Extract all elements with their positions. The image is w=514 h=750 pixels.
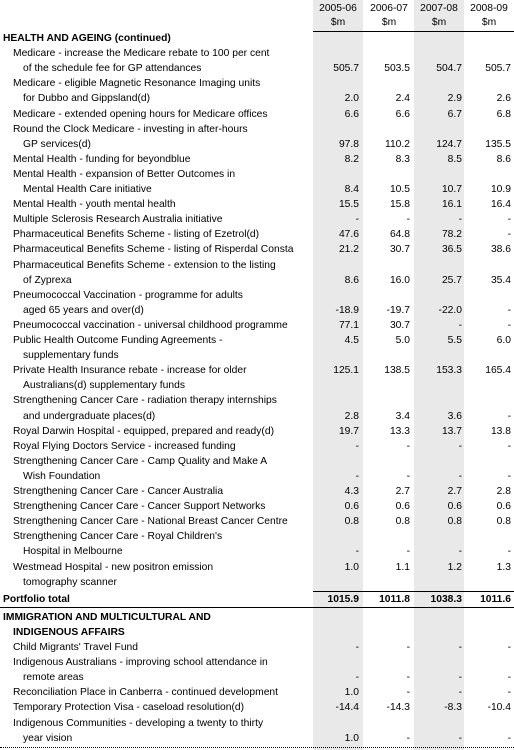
- table-row: [0, 454, 514, 469]
- row-label: and undergraduate places(d): [23, 410, 156, 422]
- row-label: Private Health Insurance rebate - increase for older: [13, 365, 247, 377]
- table-row-continuation: [0, 469, 514, 484]
- table-row-continuation: [0, 731, 514, 746]
- row-label: Medicare - extended opening hours for Medicare offices: [13, 108, 268, 120]
- unit-header: $m: [330, 17, 346, 28]
- row-value: 0.6: [496, 501, 511, 513]
- row-label: aged 65 years and over(d): [23, 304, 144, 316]
- row-value: 8.6: [496, 153, 511, 165]
- row-label: Mental Health - funding for beyondblue: [13, 153, 191, 165]
- row-value: 19.7: [338, 425, 359, 437]
- table-row: [0, 242, 514, 257]
- row-value: 13.8: [490, 425, 511, 437]
- row-value: 2.4: [395, 93, 410, 105]
- row-value: -: [406, 642, 410, 653]
- row-value: -22.0: [438, 304, 462, 316]
- table-row: [0, 258, 514, 273]
- row-value: -: [406, 687, 410, 699]
- table-row: [0, 212, 514, 227]
- row-value: 36.5: [441, 244, 462, 256]
- row-value: -18.9: [335, 304, 359, 316]
- row-label: Pharmaceutical Benefits Scheme - listing of Ezetrol(d): [13, 229, 260, 241]
- row-value: 153.3: [436, 365, 462, 377]
- row-value: 1.2: [447, 561, 462, 573]
- row-value: -: [355, 546, 359, 558]
- row-value: 15.5: [338, 199, 359, 211]
- row-value: 16.1: [441, 199, 462, 211]
- row-label: Strengthening Cancer Care - Royal Children's: [13, 531, 223, 543]
- row-label: Strengthening Cancer Care - Camp Quality and Make A: [13, 455, 268, 467]
- row-value: -: [507, 642, 511, 653]
- row-value: 8.6: [344, 274, 359, 286]
- row-value: -: [355, 642, 359, 653]
- row-value: 2.8: [496, 486, 511, 497]
- row-value: 30.7: [389, 319, 410, 331]
- table-row-continuation: [0, 61, 514, 76]
- table-row: [0, 439, 514, 454]
- row-label: Strengthening Cancer Care - radiation therapy internships: [13, 395, 277, 407]
- row-label: GP services(d): [23, 138, 91, 150]
- table-row-continuation: [0, 670, 514, 685]
- row-label: remote areas: [23, 672, 84, 684]
- row-value: 47.6: [338, 229, 359, 241]
- table-row: [0, 640, 514, 655]
- table-row: [0, 197, 514, 212]
- bottom-rule: [0, 747, 514, 748]
- section-title: [0, 610, 514, 625]
- row-value: -: [458, 319, 462, 331]
- row-value: 10.9: [490, 184, 511, 195]
- row-value: 0.8: [344, 516, 359, 528]
- row-value: -: [406, 470, 410, 482]
- row-label: Reconciliation Place in Canberra - continued development: [13, 687, 279, 699]
- total-row: [0, 592, 514, 607]
- row-value: 30.7: [389, 244, 410, 256]
- total-value: 1015.9: [327, 593, 359, 605]
- row-value: -: [406, 546, 410, 558]
- row-value: -: [458, 642, 462, 653]
- row-value: -: [507, 319, 511, 331]
- row-value: 8.2: [344, 153, 359, 165]
- row-value: -19.7: [386, 304, 410, 316]
- row-label: Strengthening Cancer Care - National Breast Cancer Centre: [13, 516, 288, 528]
- table-row: [0, 716, 514, 731]
- table-row: [0, 529, 514, 544]
- table-row: [0, 700, 514, 715]
- row-value: 2.0: [344, 93, 359, 105]
- row-value: 16.0: [389, 274, 410, 286]
- row-label: of Zyprexa: [23, 274, 72, 286]
- unit-header: $m: [431, 17, 447, 28]
- row-value: 165.4: [485, 365, 511, 377]
- row-value: -: [507, 440, 511, 452]
- row-value: -: [406, 440, 410, 452]
- row-value: -: [507, 229, 511, 241]
- row-value: 124.7: [436, 138, 462, 150]
- row-label: Round the Clock Medicare - investing in after-hours: [13, 123, 248, 135]
- row-value: 8.4: [344, 184, 359, 195]
- table-row-continuation: [0, 409, 514, 424]
- row-value: -: [458, 687, 462, 699]
- row-value: 503.5: [384, 63, 410, 75]
- row-value: -: [406, 672, 410, 684]
- row-value: 8.5: [447, 153, 462, 165]
- row-value: -: [458, 470, 462, 482]
- row-label: Pneumococcal Vaccination - programme for adults: [13, 289, 243, 301]
- total-value: 1011.6: [480, 593, 511, 605]
- table-row: [0, 363, 514, 378]
- row-value: -8.3: [444, 702, 462, 714]
- table-row-continuation: [0, 348, 514, 363]
- row-label: Royal Flying Doctors Service - increased funding: [13, 440, 236, 452]
- row-value: -: [507, 687, 511, 699]
- row-value: 1.0: [344, 561, 359, 573]
- table-row: [0, 227, 514, 242]
- row-value: 6.0: [496, 335, 511, 346]
- table-row: [0, 167, 514, 182]
- row-value: 3.6: [447, 410, 462, 422]
- row-label: Strengthening Cancer Care - Cancer Australia: [13, 486, 224, 497]
- row-label: Pharmaceutical Benefits Scheme - listing of Risperdal Consta: [13, 244, 294, 256]
- row-value: 8.3: [395, 153, 410, 165]
- row-value: 505.7: [485, 63, 511, 75]
- table-row: [0, 333, 514, 348]
- row-value: 1.0: [344, 732, 359, 744]
- table-row-continuation: [0, 544, 514, 559]
- row-value: 0.8: [447, 516, 462, 528]
- section-title: [0, 31, 514, 46]
- row-value: 16.4: [490, 199, 511, 211]
- section-title: [0, 625, 514, 640]
- table-row-continuation: [0, 273, 514, 288]
- row-value: 10.5: [389, 184, 410, 195]
- row-label: Hospital in Melbourne: [23, 546, 123, 558]
- row-label: Royal Darwin Hospital - equipped, prepared and ready(d): [13, 425, 274, 437]
- unit-header: $m: [481, 17, 497, 28]
- row-value: 13.7: [441, 425, 462, 437]
- row-value: 135.5: [485, 138, 511, 150]
- row-value: 1.3: [496, 561, 511, 573]
- row-value: 6.7: [447, 108, 462, 120]
- row-value: 0.6: [344, 501, 359, 513]
- row-label: Child Migrants' Travel Fund: [13, 642, 139, 653]
- row-label: Public Health Outcome Funding Agreements -: [13, 335, 223, 346]
- row-value: -: [458, 214, 462, 226]
- row-value: 0.8: [395, 516, 410, 528]
- row-value: 78.2: [441, 229, 462, 241]
- row-value: 2.7: [447, 486, 462, 497]
- table-row: [0, 318, 514, 333]
- row-value: 5.0: [395, 335, 410, 346]
- row-value: -: [507, 214, 511, 226]
- table-row: [0, 152, 514, 167]
- table-row-continuation: [0, 378, 514, 393]
- row-value: 504.7: [436, 63, 462, 75]
- row-value: 38.6: [490, 244, 511, 256]
- row-value: 2.8: [344, 410, 359, 422]
- table-row-continuation: [0, 303, 514, 318]
- row-value: -: [507, 304, 511, 316]
- row-label: Wish Foundation: [23, 470, 101, 482]
- row-value: -: [458, 546, 462, 558]
- row-value: 5.5: [447, 335, 462, 346]
- unit-header: $m: [381, 17, 397, 28]
- row-value: -: [458, 672, 462, 684]
- row-value: 77.1: [338, 319, 359, 331]
- row-label: supplementary funds: [23, 350, 119, 362]
- row-value: 4.3: [344, 486, 359, 497]
- row-value: 0.8: [496, 516, 511, 528]
- table-row: [0, 107, 514, 122]
- row-label: Pneumococcal vaccination - universal childhood programme: [13, 319, 288, 331]
- table-row: [0, 46, 514, 61]
- row-value: -: [355, 214, 359, 226]
- row-value: -: [507, 732, 511, 744]
- row-value: 1.0: [344, 687, 359, 699]
- row-value: -14.3: [386, 702, 410, 714]
- row-value: 0.6: [447, 501, 462, 513]
- row-value: 35.4: [490, 274, 511, 286]
- total-value: 1011.8: [379, 593, 410, 605]
- row-value: 6.8: [496, 108, 511, 120]
- row-value: -: [507, 672, 511, 684]
- row-label: Medicare - eligible Magnetic Resonance Imaging units: [13, 78, 261, 90]
- row-label: Indigenous Australians - improving school attendance in: [13, 657, 268, 669]
- row-value: 25.7: [441, 274, 462, 286]
- section-title-text: IMMIGRATION AND MULTICULTURAL AND: [3, 611, 211, 623]
- row-label: Mental Health - expansion of Better Outcomes in: [13, 168, 236, 180]
- row-value: -: [406, 732, 410, 744]
- section-title-text: HEALTH AND AGEING (continued): [3, 33, 171, 44]
- row-label: Medicare - increase the Medicare rebate to 100 per cent: [13, 48, 270, 60]
- year-header-2008-09: 2008-09: [470, 3, 508, 14]
- row-value: 4.5: [344, 335, 359, 346]
- table-row: [0, 499, 514, 514]
- row-label: tomography scanner: [23, 576, 117, 588]
- year-header-2005-06: 2005-06: [319, 3, 357, 14]
- total-value: 1038.3: [430, 593, 462, 605]
- row-label: Australians(d) supplementary funds: [23, 380, 185, 392]
- table-row: [0, 288, 514, 303]
- table-row-continuation: [0, 575, 514, 590]
- row-value: 97.8: [338, 138, 359, 150]
- row-value: -: [355, 470, 359, 482]
- row-label: Mental Health - youth mental health: [13, 199, 176, 211]
- row-value: 2.7: [395, 486, 410, 497]
- table-row: [0, 76, 514, 91]
- row-value: -: [406, 214, 410, 226]
- row-value: 13.3: [389, 425, 410, 437]
- table-row: [0, 424, 514, 439]
- row-label: year vision: [23, 732, 73, 744]
- row-value: -: [458, 440, 462, 452]
- row-value: 110.2: [384, 138, 410, 150]
- table-row-continuation: [0, 182, 514, 197]
- row-value: -: [355, 672, 359, 684]
- row-value: 10.7: [441, 184, 462, 195]
- row-value: 6.6: [395, 108, 410, 120]
- row-label: for Dubbo and Gippsland(d): [23, 93, 151, 105]
- row-label: Mental Health Care initiative: [23, 184, 152, 195]
- table-row-continuation: [0, 91, 514, 106]
- row-value: 0.6: [395, 501, 410, 513]
- row-value: -: [355, 440, 359, 452]
- total-rule-bottom: [0, 607, 514, 608]
- row-value: 138.5: [384, 365, 410, 377]
- row-value: 125.1: [333, 365, 359, 377]
- row-value: 21.2: [338, 244, 359, 256]
- row-value: 1.1: [395, 561, 410, 573]
- row-value: -: [458, 732, 462, 744]
- row-value: 15.8: [389, 199, 410, 211]
- row-label: Temporary Protection Visa - caseload resolution(d): [13, 702, 245, 714]
- table-row: [0, 655, 514, 670]
- row-value: 6.6: [344, 108, 359, 120]
- total-label: Portfolio total: [3, 593, 70, 605]
- table-row: [0, 685, 514, 700]
- section-title-text: INDIGENOUS AFFAIRS: [13, 626, 125, 638]
- row-value: -14.4: [335, 702, 359, 714]
- table-row: [0, 560, 514, 575]
- row-value: -: [507, 546, 511, 558]
- row-value: -: [507, 410, 511, 422]
- year-header-2006-07: 2006-07: [370, 3, 408, 14]
- table-row: [0, 514, 514, 529]
- row-label: Westmead Hospital - new positron emission: [13, 561, 214, 573]
- row-label: of the schedule fee for GP attendances: [23, 63, 202, 75]
- row-label: Strengthening Cancer Care - Cancer Support Networks: [13, 501, 266, 513]
- row-value: -10.4: [487, 702, 511, 714]
- table-row: [0, 122, 514, 137]
- table-row: [0, 484, 514, 499]
- row-value: 2.6: [496, 93, 511, 105]
- row-label: Indigenous Communities - developing a twenty to thirty: [13, 717, 264, 729]
- row-value: 2.9: [447, 93, 462, 105]
- row-value: 64.8: [389, 229, 410, 241]
- row-value: 3.4: [395, 410, 410, 422]
- year-header-2007-08: 2007-08: [420, 3, 458, 14]
- row-label: Pharmaceutical Benefits Scheme - extension to the listing: [13, 259, 276, 271]
- row-value: 505.7: [333, 63, 359, 75]
- row-label: Multiple Sclerosis Research Australia initiative: [13, 214, 223, 226]
- table-row-continuation: [0, 137, 514, 152]
- row-value: -: [507, 470, 511, 482]
- table-row: [0, 393, 514, 408]
